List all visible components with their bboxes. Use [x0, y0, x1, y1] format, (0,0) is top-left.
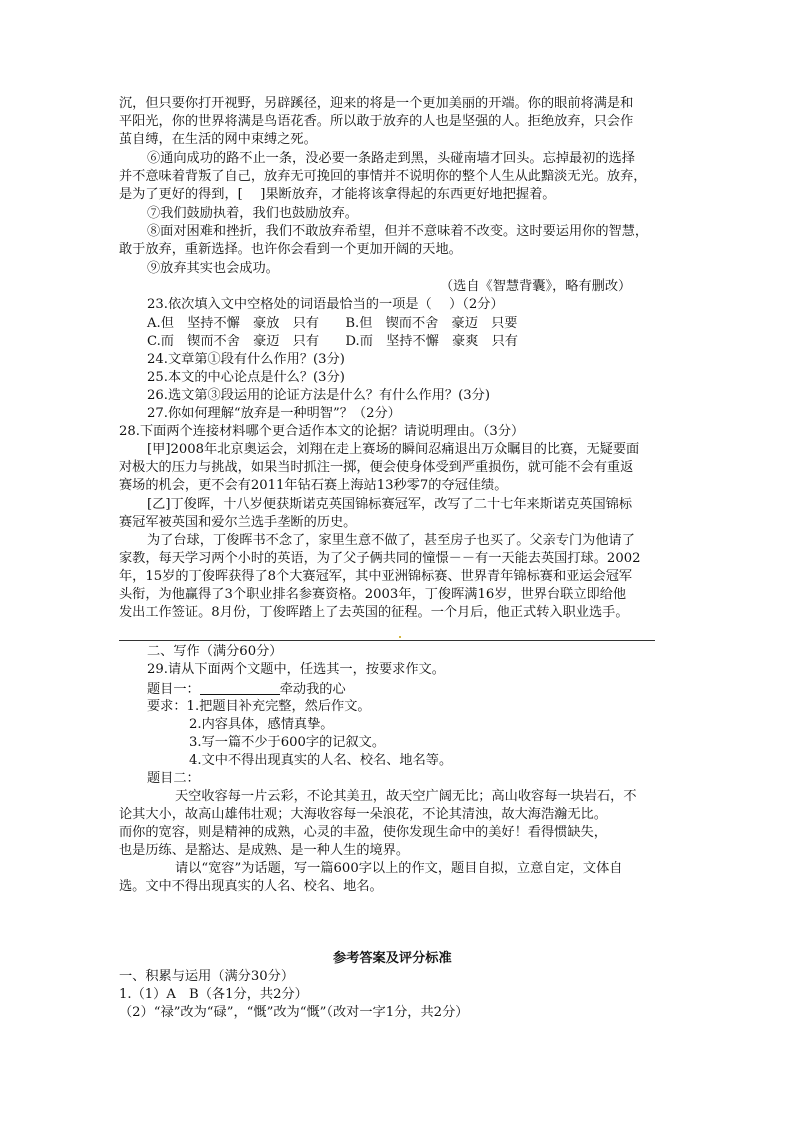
- material-b-line: 头衔，为他赢得了3个职业排名参赛资格。2003年，丁俊晖满16岁，世界台联立即给他: [119, 587, 627, 602]
- text-line: 敢于放弃，重新选择。也许你会看到一个更加开阔的天地。: [119, 242, 462, 257]
- answer-key-title: 参考答案及评分标准: [333, 951, 452, 966]
- material-a-line: 对极大的压力与挑战，如果当时抓注一掷，便会使身体受到严重损伤，就可能不会有重返: [119, 460, 634, 475]
- prompt-two-line: 选。文中不得出现真实的人名、校名、地名。: [119, 879, 383, 894]
- requirement-line: 4.文中不得出现真实的人名、校名、地名等。: [189, 753, 453, 768]
- material-a-line: 赛场的机会，更不会有2011年钻石赛上海站13秒零7的夺冠佳绩。: [119, 478, 508, 493]
- section-divider: [119, 640, 655, 641]
- material-b-line: [乙]丁俊晖，十八岁便获斯诺克英国锦标赛冠军，改写了二十七年来斯诺克英国锦标: [147, 497, 633, 512]
- text-line: 茧自缚，在生活的网中束缚之死。: [119, 132, 317, 147]
- answer-line: （2）“禄”改为“碌”，“慨”改为“慨”（改对一字1分，共2分）: [119, 1005, 469, 1020]
- material-b-line: 发出工作签证。8月份，丁俊晖踏上了去英国的征程。一个月后，他正式转入职业选手。: [119, 605, 629, 620]
- section-heading-writing: 二、写作（满分60分）: [147, 644, 283, 659]
- material-b-line: 赛冠军被英国和爱尔兰选手垄断的历史。: [119, 515, 357, 530]
- source-citation: （选自《智慧背囊》，略有删改）: [440, 279, 632, 294]
- prompt-one-line: [147, 680, 346, 699]
- material-a-line: [甲]2008年北京奥运会，刘翔在走上赛场的瞬间忍痛退出万众瞩目的比赛，无疑要面: [147, 442, 640, 457]
- text-line: 沉，但只要你打开视野，另辟蹊径，迎来的将是一个更加美丽的开端。你的眼前将满是和: [119, 96, 634, 111]
- requirement-line: 要求：1.把题目补充完整，然后作文。: [147, 699, 371, 714]
- text-line: 并不意味着背叛了自己，放弃无可挽回的事情并不说明你的整个人生从此黯淡无光。放弃，: [119, 169, 647, 184]
- prompt-two-line: 也是历练、是豁达、是成熟、是一种人生的境界。: [119, 843, 410, 858]
- question-28: 28.下面两个连接材料哪个更合适作本文的论据？请说明理由。（3分）: [119, 424, 525, 439]
- material-b-line: 家教，每天学习两个小时的英语，为了父子俩共同的憧憬－－有一天能去英国打球。2002: [119, 551, 641, 566]
- question-27: 27.你如何理解“放弃是一种明智”？（2分）: [147, 406, 401, 421]
- prompt-one-title: 牵动我的心: [279, 682, 346, 697]
- fill-blank: [200, 680, 280, 695]
- material-b-line: 年，15岁的丁俊晖获得了8个大赛冠军，其中亚洲锦标赛、世界青年锦标赛和亚运会冠军: [119, 569, 633, 584]
- option-line: A.但 坚持不懈 豪放 只有 B.但 锲而不舍 豪迈 只要: [147, 316, 518, 331]
- question-26: 26.选文第③段运用的论证方法是什么？有什么作用？(3分): [147, 388, 490, 403]
- question-29: 29.请从下面两个文题中，任选其一，按要求作文。: [147, 662, 445, 677]
- text-line: 平阳光，你的世界将满是鸟语花香。所以敢于放弃的人也是坚强的人。拒绝放弃，只会作: [119, 114, 634, 129]
- text-line: ⑦我们鼓励执着，我们也鼓励放弃。: [147, 206, 358, 221]
- answer-line: 1.（1）A B（各1分，共2分）: [119, 987, 308, 1002]
- stray-mark: [399, 636, 401, 638]
- prompt-two-line: 论其大小，故高山雄伟壮观；大海收容每一朵浪花，不论其清浊，故大海浩瀚无比。: [119, 807, 607, 822]
- option-line: C.而 锲而不舍 豪迈 只有 D.而 坚持不懈 豪爽 只有: [147, 334, 518, 349]
- question-24: 24.文章第①段有什么作用？(3分): [147, 352, 345, 367]
- prompt-two-line: 请以“宽容”为话题，写一篇600字以上的作文，题目自拟，立意自定，文体自: [175, 861, 623, 876]
- text-line: ⑨放弃其实也会成功。: [147, 261, 279, 276]
- answer-section-heading: 一、积累与运用（满分30分）: [119, 969, 295, 984]
- text-line: 是为了更好的得到，[ ]果断放弃，才能将该拿得起的东西更好地把握着。: [119, 187, 556, 202]
- material-b-line: 为了台球，丁俊晖书不念了，家里生意不做了，甚至房子也买了。父亲专门为他请了: [147, 533, 635, 548]
- prompt-two-line: 而你的宽容，则是精神的成熟，心灵的丰盈，使你发现生命中的美好！看得惯缺失，: [119, 825, 607, 840]
- text-line: ⑧面对困难和挫折，我们不敢放弃希望，但并不意味着不改变。这时要运用你的智慧，: [147, 224, 649, 239]
- prompt-two-label: 题目二：: [147, 771, 200, 786]
- question-23: 23.依次填入文中空格处的词语最恰当的一项是（ ）（2分）: [147, 297, 504, 312]
- requirement-line: 3.写一篇不少于600字的记叙文。: [189, 735, 386, 750]
- question-25: 25.本文的中心论点是什么？(3分): [147, 370, 345, 385]
- prompt-one-label: 题目一：: [147, 682, 200, 697]
- prompt-two-line: 天空收容每一片云彩，不论其美丑，故天空广阔无比；高山收容每一块岩石，不: [175, 789, 637, 804]
- text-line: ⑥通向成功的路不止一条，没必要一条路走到黑，头碰南墙才回头。忘掉最初的选择: [147, 151, 635, 166]
- requirement-line: 2.内容具体，感情真挚。: [189, 717, 334, 732]
